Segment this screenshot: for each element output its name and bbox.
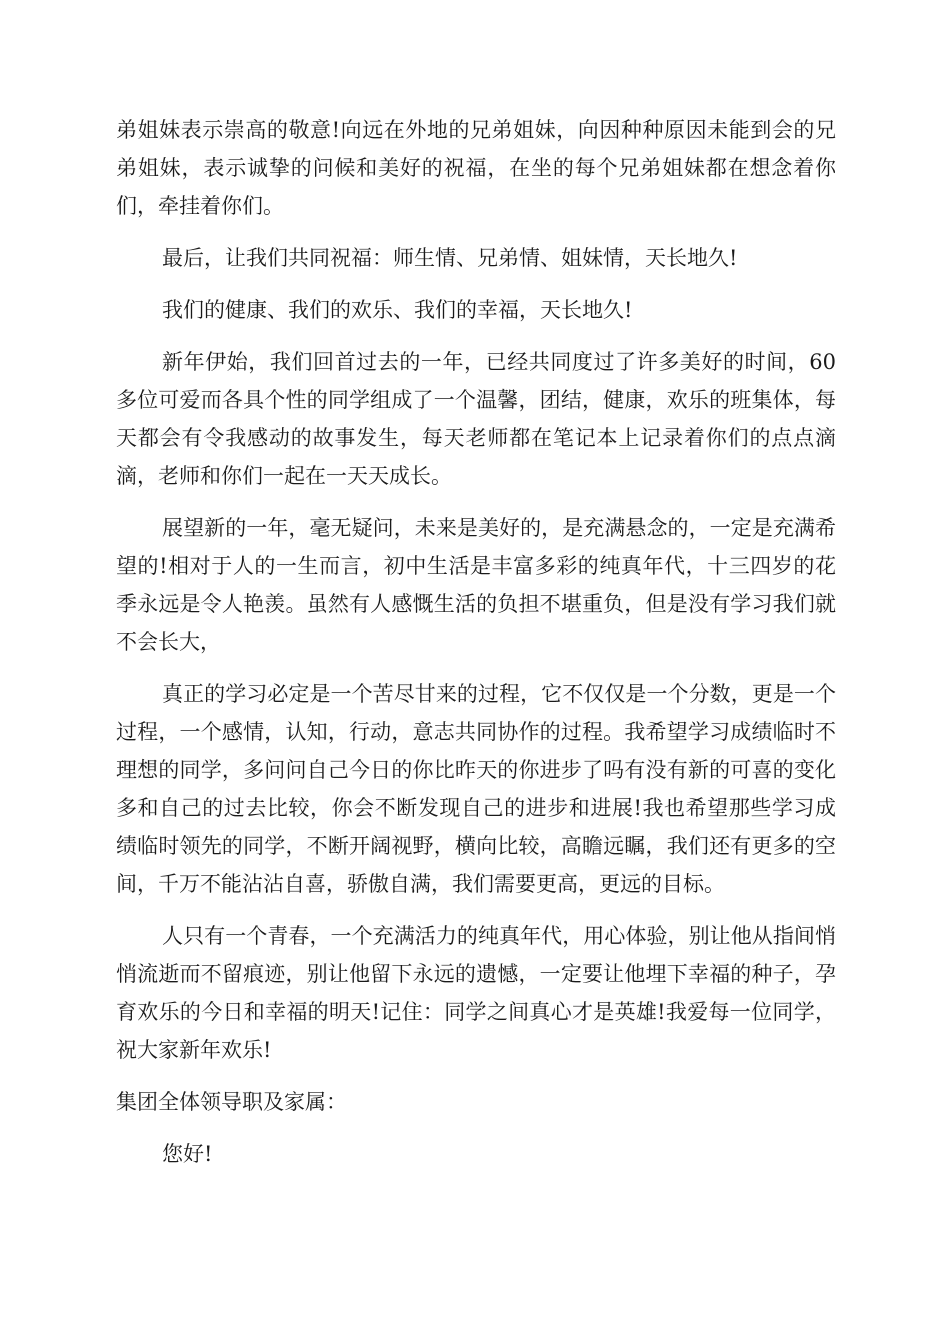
paragraph-6: 真正的学习必定是一个苦尽甘来的过程，它不仅仅是一个分数，更是一个过程，一个感情，认知，行动，意志共同协作的过程。我希望学习成绩临时不理想的同学，多问问自己今日的你比昨天的你进步了吗有没有新的可喜的变化多和自己的过去比较，你会不断发现自己的进步和进展!我也希望那些学习成绩临时领先的同学，不断开阔视野，横向比较，高瞻远瞩，我们还有更多的空间，千万不能沾沾自喜，骄傲自满，我们需要更高，更远的目标。 [116,682,836,896]
paragraph-2: 最后，让我们共同祝福：师生情、兄弟情、姐妹情，天长地久! [162,246,738,270]
greeting: 您好! [162,1142,213,1166]
salutation: 集团全体领导职及家属： [116,1090,347,1114]
document-page [116,111,836,1187]
paragraph-1: 弟姐妹表示崇高的敬意!向远在外地的兄弟姐妹，向因种种原因未能到会的兄弟姐妹，表示诚挚的问候和美好的祝福，在坐的每个兄弟姐妹都在想念着你们，牵挂着你们。 [116,118,836,218]
paragraph-5: 展望新的一年，毫无疑问，未来是美好的，是充满悬念的，一定是充满希望的!相对于人的一生而言，初中生活是丰富多彩的纯真年代，十三四岁的花季永远是令人艳羡。虽然有人感慨生活的负担不堪重负，但是没有学习我们就不会长大， [116,516,836,654]
paragraph-3: 我们的健康、我们的欢乐、我们的幸福，天长地久! [162,298,633,322]
paragraph-7: 人只有一个青春，一个充满活力的纯真年代，用心体验，别让他从指间悄悄流逝而不留痕迹，别让他留下永远的遗憾，一定要让他埋下幸福的种子，孕育欢乐的今日和幸福的明天!记住：同学之间真心才是英雄!我爱每一位同学，祝大家新年欢乐! [116,924,836,1062]
paragraph-4: 新年伊始，我们回首过去的一年，已经共同度过了许多美好的时间，60多位可爱而各具个性的同学组成了一个温馨，团结，健康，欢乐的班集体，每天都会有令我感动的故事发生，每天老师都在笔记本上记录着你们的点点滴滴，老师和你们一起在一天天成长。 [116,350,836,488]
